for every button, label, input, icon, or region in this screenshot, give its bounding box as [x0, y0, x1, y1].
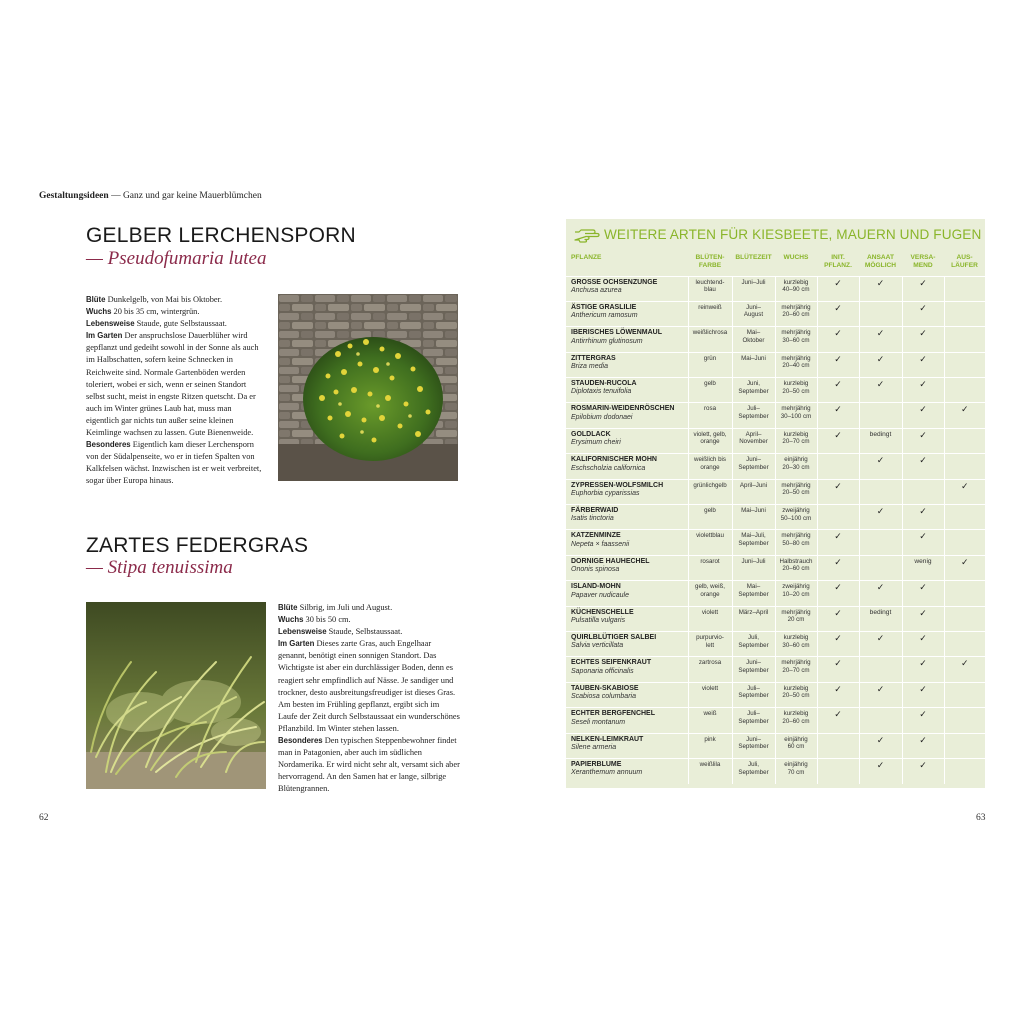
plant-name: TAUBEN-SKABIOSE	[571, 684, 639, 692]
plant-name: KALIFORNISCHER MOHN	[571, 456, 657, 464]
plant-cell	[566, 733, 688, 758]
cell-ansaat	[859, 555, 902, 580]
cell-aus	[944, 378, 985, 403]
cell-init: ✓	[817, 631, 859, 656]
cell-init: ✓	[817, 301, 859, 326]
plant-cell	[566, 530, 688, 555]
cell-ansaat: ✓	[859, 352, 902, 377]
cell-versa: ✓	[902, 301, 944, 326]
cell-wuchs: einjährig 60 cm	[775, 733, 817, 758]
cell-zeit: Juni–Juli	[732, 555, 775, 580]
plant-cell	[566, 555, 688, 580]
cell-farbe: violett	[688, 606, 732, 631]
cell-ansaat: ✓	[859, 454, 902, 479]
cell-wuchs: zweijährig 50–100 cm	[775, 505, 817, 530]
cell-ansaat: ✓	[859, 505, 902, 530]
plant-latin-name: Briza media	[571, 363, 608, 371]
cell-zeit: Juni– September	[732, 454, 775, 479]
cell-init: ✓	[817, 682, 859, 707]
plant-cell	[566, 276, 688, 301]
cell-versa: ✓	[902, 454, 944, 479]
description-text: Silbrig, im Juli und August.	[297, 603, 393, 612]
cell-farbe: gelb	[688, 505, 732, 530]
cell-farbe: rosarot	[688, 555, 732, 580]
plant-cell	[566, 631, 688, 656]
cell-init: ✓	[817, 276, 859, 301]
column-header: ANSAAT MÖGLICH	[864, 254, 897, 270]
cell-wuchs: kurzlebig 30–60 cm	[775, 631, 817, 656]
cell-aus	[944, 530, 985, 555]
description-text: Staude, Selbstaussaat.	[326, 627, 403, 637]
photo-federgras-image	[86, 602, 266, 789]
plant-latin-name: Ononis spinosa	[571, 566, 620, 574]
cell-aus	[944, 682, 985, 707]
species-table-panel	[566, 219, 985, 788]
cell-versa: ✓	[902, 505, 944, 530]
cell-farbe: gelb	[688, 378, 732, 403]
cell-versa: ✓	[902, 631, 944, 656]
plant-latin-name: Xeranthemum annuum	[571, 769, 643, 777]
cell-wuchs: zweijährig 10–20 cm	[775, 581, 817, 606]
cell-versa: wenig	[902, 555, 944, 580]
plant-latin-name: Antirrhinum glutinosum	[571, 337, 643, 345]
plant-cell	[566, 454, 688, 479]
cell-aus: ✓	[944, 555, 985, 580]
cell-zeit: Mai–Juli, September	[732, 530, 775, 555]
plant-cell	[566, 682, 688, 707]
table-row	[566, 733, 985, 758]
cell-wuchs: Halbstrauch 20–60 cm	[775, 555, 817, 580]
plant-cell	[566, 657, 688, 682]
plant-name: ECHTER BERGFENCHEL	[571, 710, 656, 718]
plant-cell	[566, 708, 688, 733]
plant-name: DORNIGE HAUHECHEL	[571, 557, 650, 565]
plant-description-federgras	[278, 602, 460, 796]
cell-init	[817, 505, 859, 530]
cell-zeit: Juli, September	[732, 758, 775, 783]
cell-farbe: pink	[688, 733, 732, 758]
cell-versa: ✓	[902, 682, 944, 707]
description-paragraph	[278, 602, 460, 614]
table-row	[566, 479, 985, 504]
table-row	[566, 682, 985, 707]
description-text: Den typischen Steppenbewohner findet man in Patagonien, aber auch im südlichen Nordamerika. Er wird nicht sehr alt, versamt sich aber hervorragend. An den Samen hat er lange, silbrige Blütengrannen.	[278, 736, 460, 794]
cell-wuchs: kurzlebig 40–90 cm	[775, 276, 817, 301]
cell-wuchs: mehrjährig 20–50 cm	[775, 479, 817, 504]
cell-ansaat: bedingt	[859, 606, 902, 631]
cell-aus: ✓	[944, 403, 985, 428]
plant-cell	[566, 301, 688, 326]
cell-versa: ✓	[902, 428, 944, 453]
plant-name: STAUDEN-RUCOLA	[571, 380, 637, 388]
cell-farbe: reinweiß	[688, 301, 732, 326]
cell-zeit: Juni–Juli	[732, 276, 775, 301]
cell-ansaat	[859, 479, 902, 504]
cell-farbe: weißlila	[688, 758, 732, 783]
cell-init	[817, 454, 859, 479]
plant-name: KÜCHENSCHELLE	[571, 608, 634, 616]
cell-zeit: Juli, September	[732, 631, 775, 656]
cell-wuchs: mehrjährig 20 cm	[775, 606, 817, 631]
plant-name: NELKEN-LEIMKRAUT	[571, 735, 644, 743]
cell-init: ✓	[817, 378, 859, 403]
cell-farbe: grünlichgelb	[688, 479, 732, 504]
description-paragraph	[278, 638, 460, 735]
plant-latin-name: Scabiosa columbaria	[571, 693, 636, 701]
cell-wuchs: mehrjährig 30–100 cm	[775, 403, 817, 428]
column-header: BLÜTEZEIT	[735, 254, 772, 261]
running-head-section: Gestaltungsideen	[39, 191, 109, 201]
table-row	[566, 708, 985, 733]
cell-zeit: Juni, September	[732, 378, 775, 403]
plant-latin-name: Silene armeria	[571, 743, 617, 751]
cell-zeit: Mai– Oktober	[732, 327, 775, 352]
description-label: Lebensweise	[86, 319, 135, 329]
plant-name: ZITTERGRAS	[571, 354, 616, 362]
running-head-separator: —	[111, 191, 121, 201]
plant-name: IBERISCHES LÖWENMAUL	[571, 329, 662, 337]
cell-init: ✓	[817, 352, 859, 377]
cell-init: ✓	[817, 479, 859, 504]
cell-ansaat: ✓	[859, 327, 902, 352]
plant-latin-name: Seseli montanum	[571, 718, 626, 726]
plant-latin-federgras: — Stipa tenuissima	[86, 557, 233, 578]
plant-name: ROSMARIN-WEIDENRÖSCHEN	[571, 405, 675, 413]
cell-ansaat	[859, 403, 902, 428]
plant-description-lerchensporn	[86, 294, 266, 488]
cell-farbe: gelb, weiß, orange	[688, 581, 732, 606]
plant-cell	[566, 581, 688, 606]
description-text: Dunkelgelb, von Mai bis Oktober.	[105, 295, 223, 304]
plant-latin-lerchensporn: — Pseudofumaria lutea	[86, 248, 267, 269]
cell-init: ✓	[817, 530, 859, 555]
plant-name: ISLAND-MOHN	[571, 583, 621, 591]
description-text: Der anspruchslose Dauerblüher wird gepflanzt und gedeiht sowohl in der Sonne als auch im Halbschatten, sofern keine Schnecken in Reichweite sind. Normale Gartenböden werden toleriert, wobei er sich, wenn er seinen Standort selbst sucht, meist in engste Ritzen quetscht. Da er auch im Winter grünes Laub hat, muss man eigentlich gar nichts tun außer seine kleinen Keimlinge wachsen zu lassen. Gute Bienenweide.	[86, 331, 259, 438]
plant-name: ZYPRESSEN-WOLFSMILCH	[571, 481, 664, 489]
cell-farbe: weißlichrosa	[688, 327, 732, 352]
description-label: Blüte	[278, 603, 298, 612]
pointing-hand-icon	[574, 227, 600, 243]
description-paragraph	[278, 626, 460, 638]
species-table	[566, 252, 985, 784]
cell-aus	[944, 631, 985, 656]
cell-ansaat: ✓	[859, 276, 902, 301]
cell-zeit: März–April	[732, 606, 775, 631]
cell-aus	[944, 428, 985, 453]
cell-aus	[944, 505, 985, 530]
plant-cell	[566, 327, 688, 352]
description-text: 20 bis 35 cm, wintergrün.	[111, 307, 200, 317]
cell-zeit: Juli– September	[732, 682, 775, 707]
plant-cell	[566, 352, 688, 377]
cell-init: ✓	[817, 606, 859, 631]
cell-init: ✓	[817, 581, 859, 606]
cell-farbe: weiß	[688, 708, 732, 733]
cell-wuchs: kurzlebig 20–60 cm	[775, 708, 817, 733]
cell-versa: ✓	[902, 276, 944, 301]
page-number-left: 62	[39, 813, 49, 823]
cell-aus	[944, 606, 985, 631]
description-paragraph	[86, 439, 266, 487]
cell-farbe: weißlich bis orange	[688, 454, 732, 479]
cell-versa	[902, 479, 944, 504]
plant-name: KATZENMINZE	[571, 532, 621, 540]
photo-federgras	[86, 602, 266, 789]
plant-cell	[566, 479, 688, 504]
cell-init: ✓	[817, 555, 859, 580]
cell-ansaat: ✓	[859, 581, 902, 606]
cell-init: ✓	[817, 327, 859, 352]
cell-ansaat: ✓	[859, 758, 902, 783]
cell-wuchs: mehrjährig 20–60 cm	[775, 301, 817, 326]
plant-name: ECHTES SEIFENKRAUT	[571, 659, 652, 667]
column-header: BLÜTEN- FARBE	[695, 254, 725, 270]
cell-zeit: Juni– August	[732, 301, 775, 326]
description-label: Wuchs	[86, 307, 112, 317]
cell-zeit: April–Juni	[732, 479, 775, 504]
running-head-subtitle: Ganz und gar keine Mauerblümchen	[122, 191, 262, 201]
species-table-title: WEITERE ARTEN FÜR KIESBEETE, MAUERN UND FUGEN	[604, 227, 982, 242]
table-row	[566, 758, 985, 783]
table-row	[566, 276, 985, 301]
cell-init	[817, 758, 859, 783]
cell-wuchs: mehrjährig 20–40 cm	[775, 352, 817, 377]
cell-aus	[944, 301, 985, 326]
plant-latin-name: Diplotaxis tenuifolia	[571, 388, 632, 396]
cell-farbe: purpurvio- lett	[688, 631, 732, 656]
cell-versa: ✓	[902, 403, 944, 428]
cell-ansaat	[859, 530, 902, 555]
cell-aus	[944, 708, 985, 733]
description-paragraph	[86, 330, 266, 439]
table-row	[566, 378, 985, 403]
cell-init	[817, 733, 859, 758]
cell-versa: ✓	[902, 378, 944, 403]
plant-latin-name: Anthericum ramosum	[571, 312, 638, 320]
species-table-head-row	[566, 252, 985, 276]
description-label: Im Garten	[278, 639, 315, 649]
plant-cell	[566, 403, 688, 428]
description-label: Besonderes	[278, 736, 323, 746]
description-label: Besonderes	[86, 440, 131, 450]
table-row	[566, 555, 985, 580]
plant-latin-name: Pulsatilla vulgaris	[571, 616, 626, 624]
photo-lerchensporn-image	[278, 294, 458, 481]
table-row	[566, 657, 985, 682]
table-row	[566, 454, 985, 479]
cell-versa: ✓	[902, 733, 944, 758]
plant-name: QUIRLBLÜTIGER SALBEI	[571, 633, 657, 641]
cell-zeit: Juni– September	[732, 657, 775, 682]
cell-zeit: April– November	[732, 428, 775, 453]
cell-init: ✓	[817, 708, 859, 733]
plant-name: ÄSTIGE GRASLILIE	[571, 303, 637, 311]
table-row	[566, 352, 985, 377]
table-row	[566, 327, 985, 352]
cell-wuchs: einjährig 20–30 cm	[775, 454, 817, 479]
cell-aus: ✓	[944, 657, 985, 682]
table-row	[566, 505, 985, 530]
cell-farbe: leuchtend- blau	[688, 276, 732, 301]
table-row	[566, 581, 985, 606]
description-paragraph	[86, 318, 266, 330]
cell-versa: ✓	[902, 530, 944, 555]
description-paragraph	[86, 306, 266, 318]
cell-versa: ✓	[902, 606, 944, 631]
table-row	[566, 530, 985, 555]
cell-wuchs: einjährig 70 cm	[775, 758, 817, 783]
cell-versa: ✓	[902, 352, 944, 377]
plant-name: GROSSE OCHSENZUNGE	[571, 278, 658, 286]
description-paragraph	[278, 735, 460, 795]
description-paragraph	[86, 294, 266, 306]
table-row	[566, 428, 985, 453]
cell-zeit: Mai–Juni	[732, 352, 775, 377]
cell-zeit: Juni– September	[732, 733, 775, 758]
cell-farbe: violett	[688, 682, 732, 707]
plant-title-lerchensporn: GELBER LERCHENSPORN	[86, 224, 356, 247]
column-header: AUS- LÄUFER	[951, 254, 978, 270]
cell-farbe: violett, gelb, orange	[688, 428, 732, 453]
description-label: Im Garten	[86, 331, 123, 341]
plant-cell	[566, 505, 688, 530]
description-paragraph	[278, 614, 460, 626]
cell-farbe: violettblau	[688, 530, 732, 555]
cell-aus	[944, 327, 985, 352]
plant-cell	[566, 378, 688, 403]
cell-ansaat	[859, 708, 902, 733]
cell-aus: ✓	[944, 479, 985, 504]
cell-aus	[944, 581, 985, 606]
cell-wuchs: kurzlebig 20–70 cm	[775, 428, 817, 453]
cell-zeit: Mai– September	[732, 581, 775, 606]
cell-farbe: rosa	[688, 403, 732, 428]
cell-versa: ✓	[902, 708, 944, 733]
cell-wuchs: mehrjährig 30–60 cm	[775, 327, 817, 352]
column-header: WUCHS	[783, 254, 809, 261]
description-text: Eigentlich kam dieser Lerchensporn von der Südalpenseite, wo er in tiefen Spalten von Kalkfelsen wächst. Inzwischen ist er weit verbreitet, sogar über Europa hinaus.	[86, 440, 262, 486]
cell-versa: ✓	[902, 327, 944, 352]
cell-ansaat: ✓	[859, 378, 902, 403]
plant-latin-name: Papaver nudicaule	[571, 591, 629, 599]
cell-wuchs: mehrjährig 20–70 cm	[775, 657, 817, 682]
cell-ansaat: ✓	[859, 682, 902, 707]
plant-latin-name: Nepeta × faassenii	[571, 540, 630, 548]
cell-ansaat	[859, 301, 902, 326]
column-header: VERSA- MEND	[910, 254, 936, 270]
cell-versa: ✓	[902, 758, 944, 783]
plant-latin-name: Salvia verticillata	[571, 642, 624, 650]
cell-aus	[944, 733, 985, 758]
cell-farbe: grün	[688, 352, 732, 377]
description-label: Blüte	[86, 295, 106, 304]
cell-wuchs: mehrjährig 50–80 cm	[775, 530, 817, 555]
plant-latin-name: Eschscholzia californica	[571, 464, 646, 472]
cell-wuchs: kurzlebig 20–50 cm	[775, 378, 817, 403]
plant-latin-name: Euphorbia cyparissias	[571, 490, 640, 498]
plant-latin-name: Erysimum cheiri	[571, 439, 621, 447]
cell-zeit: Mai–Juni	[732, 505, 775, 530]
cell-zeit: Juli– September	[732, 708, 775, 733]
plant-cell	[566, 758, 688, 783]
description-text: Staude, gute Selbstaussaat.	[134, 319, 227, 329]
cell-wuchs: kurzlebig 20–50 cm	[775, 682, 817, 707]
cell-aus	[944, 454, 985, 479]
running-head	[39, 191, 262, 201]
cell-ansaat: ✓	[859, 733, 902, 758]
table-row	[566, 631, 985, 656]
column-header: PFLANZE	[571, 254, 602, 261]
species-table-body	[566, 276, 985, 784]
plant-title-federgras: ZARTES FEDERGRAS	[86, 534, 309, 557]
plant-name: GOLDLACK	[571, 430, 611, 438]
plant-name: PAPIERBLUME	[571, 760, 622, 768]
plant-latin-name: Anchusa azurea	[571, 286, 622, 294]
plant-latin-name: Isatis tinctoria	[571, 515, 614, 523]
column-header: INIT. PFLANZ.	[824, 254, 852, 270]
cell-ansaat	[859, 657, 902, 682]
cell-farbe: zartrosa	[688, 657, 732, 682]
cell-init: ✓	[817, 428, 859, 453]
photo-lerchensporn	[278, 294, 458, 481]
cell-aus	[944, 758, 985, 783]
description-text: Dieses zarte Gras, auch Engelhaar genannt, benötigt einen sonnigen Standort. Das Wichtigste ist aber ein durchlässiger Boden, denn es reagiert sehr empfindlich auf Nässe. Je sandiger und trockner, desto ausbreitungsfreudiger ist dieses Gras. Am besten im Frühling gepflanzt, ergibt sich im Laufe der Zeit durch Selbstaussaat ein wunderschönes Pflanzbild. Im Winter stehen lassen.	[278, 639, 460, 733]
cell-aus	[944, 352, 985, 377]
cell-ansaat: bedingt	[859, 428, 902, 453]
description-label: Wuchs	[278, 615, 304, 625]
plant-cell	[566, 606, 688, 631]
table-row	[566, 403, 985, 428]
cell-aus	[944, 276, 985, 301]
description-text: 30 bis 50 cm.	[303, 615, 351, 625]
plant-latin-name: Saponaria officinalis	[571, 667, 634, 675]
page-number-right: 63	[976, 813, 986, 823]
table-row	[566, 301, 985, 326]
cell-init: ✓	[817, 403, 859, 428]
cell-init: ✓	[817, 657, 859, 682]
plant-cell	[566, 428, 688, 453]
plant-latin-name: Epilobium dodonaei	[571, 413, 633, 421]
cell-ansaat: ✓	[859, 631, 902, 656]
table-row	[566, 606, 985, 631]
cell-versa: ✓	[902, 581, 944, 606]
description-label: Lebensweise	[278, 627, 327, 637]
cell-zeit: Juli– September	[732, 403, 775, 428]
cell-versa: ✓	[902, 657, 944, 682]
plant-name: FÄRBERWAID	[571, 507, 619, 515]
species-table-header	[566, 219, 985, 250]
